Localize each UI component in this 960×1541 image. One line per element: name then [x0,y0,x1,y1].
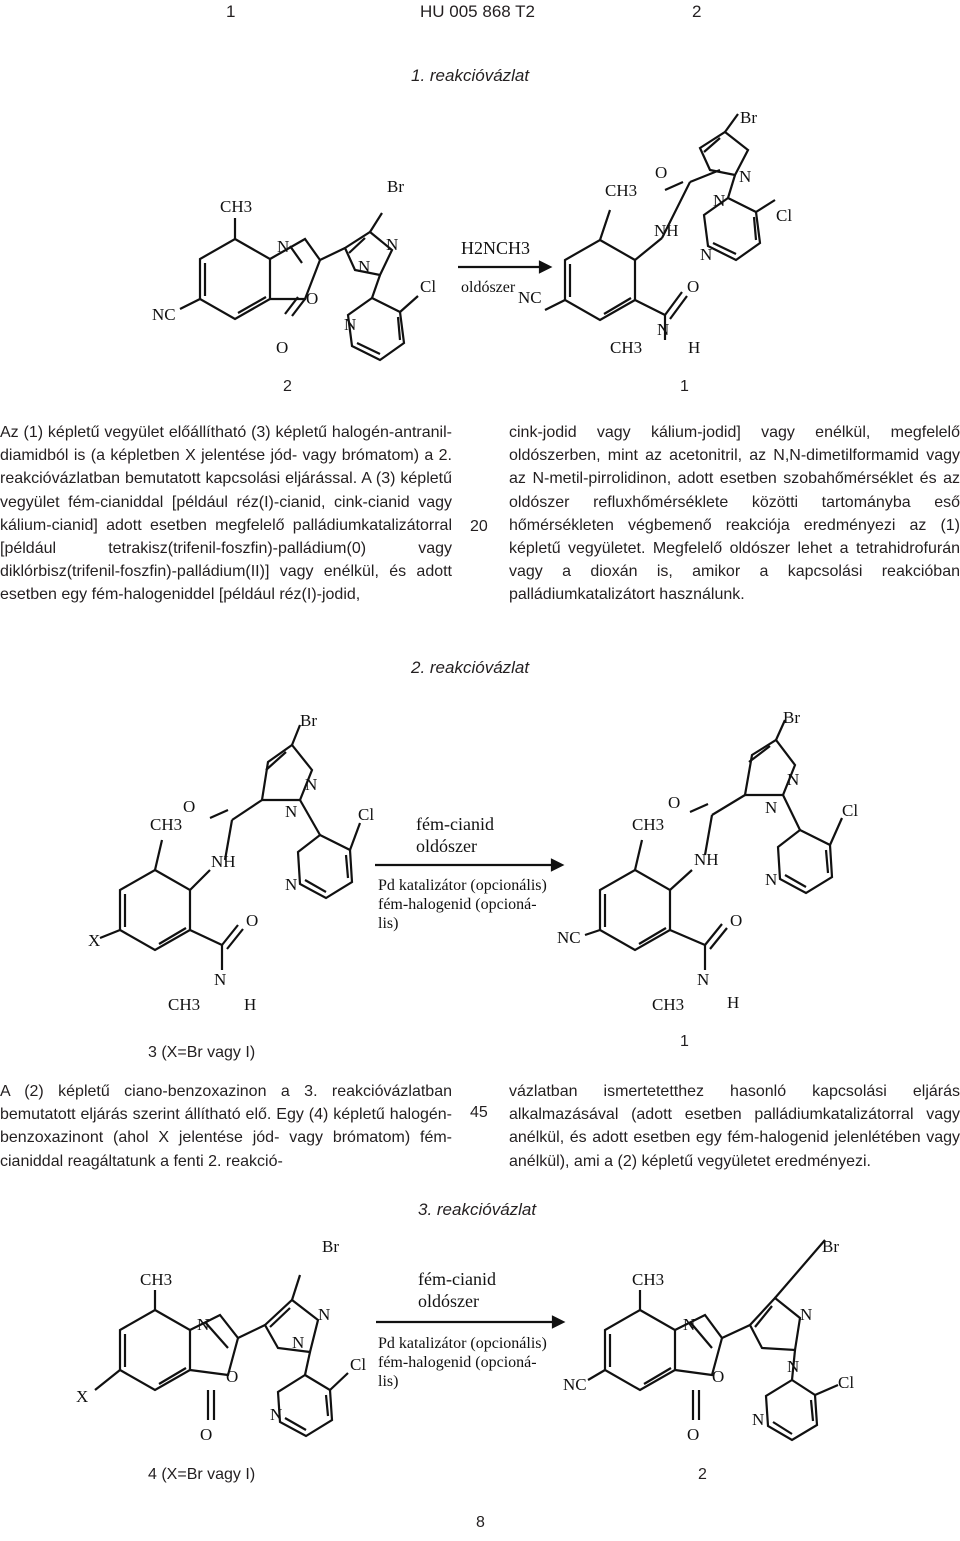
br-label: Br [322,1237,339,1256]
compound-3-structure [88,711,374,1014]
page-number: 8 [476,1514,485,1531]
n-label: N [713,191,726,210]
br-label: Br [300,711,317,730]
compound-1-structure-b [557,708,858,1014]
scheme3-arrow [376,1269,563,1390]
o-label: O [306,289,319,308]
h-label: H [244,995,257,1014]
header-right-number: 2 [692,2,702,21]
o-label: O [687,1425,700,1444]
cl-label: Cl [420,277,437,296]
ch3-label: CH3 [632,815,665,834]
scheme2-title: 2. reakcióvázlat [411,658,530,677]
o-label: O [183,797,196,816]
h-label: H [727,993,740,1012]
o-label: O [226,1367,239,1386]
nc-label: NC [557,928,581,947]
header-left-number: 1 [226,2,236,21]
n-label: N [318,1305,331,1324]
nh-label: NH [211,852,236,871]
n-label: N [386,235,399,254]
o-label: O [655,163,668,182]
compound-1-label-b: 1 [680,1033,689,1050]
o-label: O [730,911,743,930]
scheme3-title: 3. reakcióvázlat [418,1200,537,1219]
n-label: N [197,1315,210,1334]
cl-label: Cl [358,805,375,824]
n-label: N [344,315,357,334]
scheme2-structures [0,690,960,1030]
nc-label: NC [563,1375,587,1394]
line-number-20: 20 [470,518,488,535]
solvent-label: oldószer [461,279,516,296]
br-label: Br [822,1237,839,1256]
condition-metal-halide-cont: lis) [378,915,399,932]
patent-number: HU 005 868 T2 [420,2,535,21]
nc-label: NC [518,288,542,307]
paragraph-right-1: cink-jodid vagy kálium-jodid] vagy enélkül, megfelelő oldószerben, mint az acetonitril, az N,N-dimetilformamid vagy az N-metil-pirrolidinon, adott esetben szobahőmérséklet és az oldószer refluxhőmérséklete közötti tartományba eső hőmérsékleten végbemenő reakciója eredményezi az (1) képletű vegyületet. Megfelelő oldószer lehet a tetrahidrofurán vagy a dioxán is, amikor a kapcsolási reakcióban palládiumkatalizátort használunk. [509,424,960,604]
o-label: O [712,1367,725,1386]
ch3-label: CH3 [150,815,183,834]
condition-pd-catalyst: Pd katalizátor (opcionális) [378,1335,547,1352]
scheme1-structures [0,100,960,400]
ch3-label: CH3 [168,995,201,1014]
n-label: N [765,798,778,817]
paragraph-left-1: Az (1) képletű vegyület előállítható (3) képletű halogén-antranil-diamidból is (a képletben X jelentése jód- vagy brómatom) a 2. reakcióvázlatban bemutatott kapcsolási eljárással. A (3) képletű vegyület fém-cianiddal [például réz(I)-cianid, cink-cianid vagy kálium-cianid] adott esetben megfelelő palládiumkatalizátorral [például tetrakisz(trifenil-foszfin)-palládium(0) vagy diklórbisz(trifenil-foszfin)-palládium(II)] vagy enélkül, és adott esetben egy fém-halogeniddel [például réz(I)-jodid, [0,424,452,604]
condition-metal-halide: fém-halogenid (opcioná- [378,1354,537,1371]
n-label: N [739,167,752,186]
n-label: N [358,257,371,276]
nh-label: NH [654,221,679,240]
n-label: N [787,1357,800,1376]
condition-metal-cyanide: fém-cianid [418,1269,496,1289]
n-label: N [700,245,713,264]
x-label: X [88,931,101,950]
ch3-label: CH3 [605,181,638,200]
o-label: O [276,338,289,357]
ch3-label: CH3 [610,338,643,357]
line-number-45: 45 [470,1104,488,1121]
o-label: O [687,277,700,296]
n-label: N [285,802,298,821]
cl-label: Cl [842,801,859,820]
n-label: N [214,970,227,989]
condition-metal-cyanide: fém-cianid [416,814,494,834]
n-label: N [657,320,670,339]
condition-metal-halide: fém-halogenid (opcioná- [378,896,537,913]
nc-label: NC [152,305,176,324]
compound-2-label: 2 [283,378,292,395]
ch3-label: CH3 [220,197,253,216]
cl-label: Cl [838,1373,855,1392]
cl-label: Cl [776,206,793,225]
condition-solvent: oldószer [416,836,477,856]
n-label: N [305,775,318,794]
compound-2-structure [152,177,436,360]
reagent-label: H2NCH3 [461,238,531,258]
ch3-label: CH3 [632,1270,665,1289]
o-label: O [200,1425,213,1444]
n-label: N [683,1315,696,1334]
compound-3-label: 3 (X=Br vagy I) [148,1044,256,1061]
compound-4-label: 4 (X=Br vagy I) [148,1466,256,1483]
o-label: O [246,911,259,930]
paragraph-right-2: vázlatban ismertetetthez hasonló kapcsolási eljárás alkalmazásával (adott esetben palládiumkatalizátorral vagy anélkül, és adott esetben egy fém-halogenid jelenlétében vagy anélkül), ami a (2) képletű vegyületet eredményezi. [509,1083,960,1170]
br-label: Br [740,108,757,127]
condition-pd-catalyst: Pd katalizátor (opcionális) [378,877,547,894]
n-label: N [285,875,298,894]
scheme2-arrow [375,814,562,932]
paragraph-left-2: A (2) képletű ciano-benzoxazinon a 3. reakcióvázlatban bemutatott eljárás szerint állítható elő. Egy (4) képletű halogén-benzoxazinont (ahol X jelentése jód- vagy brómatom) fém-cianiddal reagáltatunk a fenti 2. reakció- [0,1083,452,1170]
br-label: Br [783,708,800,727]
compound-1-label: 1 [680,378,689,395]
h-label: H [688,338,701,357]
ch3-label: CH3 [652,995,685,1014]
n-label: N [270,1405,283,1424]
nh-label: NH [694,850,719,869]
n-label: N [277,237,290,256]
compound-4-structure [76,1237,366,1444]
n-label: N [752,1410,765,1429]
compound-2-structure-b [563,1237,854,1444]
scheme3-structures [0,1230,960,1460]
br-label: Br [387,177,404,196]
compound-1-structure [518,108,792,357]
compound-2-label-b: 2 [698,1466,707,1483]
scheme1-title: 1. reakcióvázlat [411,66,530,85]
cl-label: Cl [350,1355,367,1374]
n-label: N [800,1305,813,1324]
condition-metal-halide-cont: lis) [378,1373,399,1390]
o-label: O [668,793,681,812]
ch3-label: CH3 [140,1270,173,1289]
n-label: N [697,970,710,989]
condition-solvent: oldószer [418,1291,479,1311]
n-label: N [787,770,800,789]
x-label: X [76,1387,89,1406]
n-label: N [765,870,778,889]
n-label: N [292,1333,305,1352]
